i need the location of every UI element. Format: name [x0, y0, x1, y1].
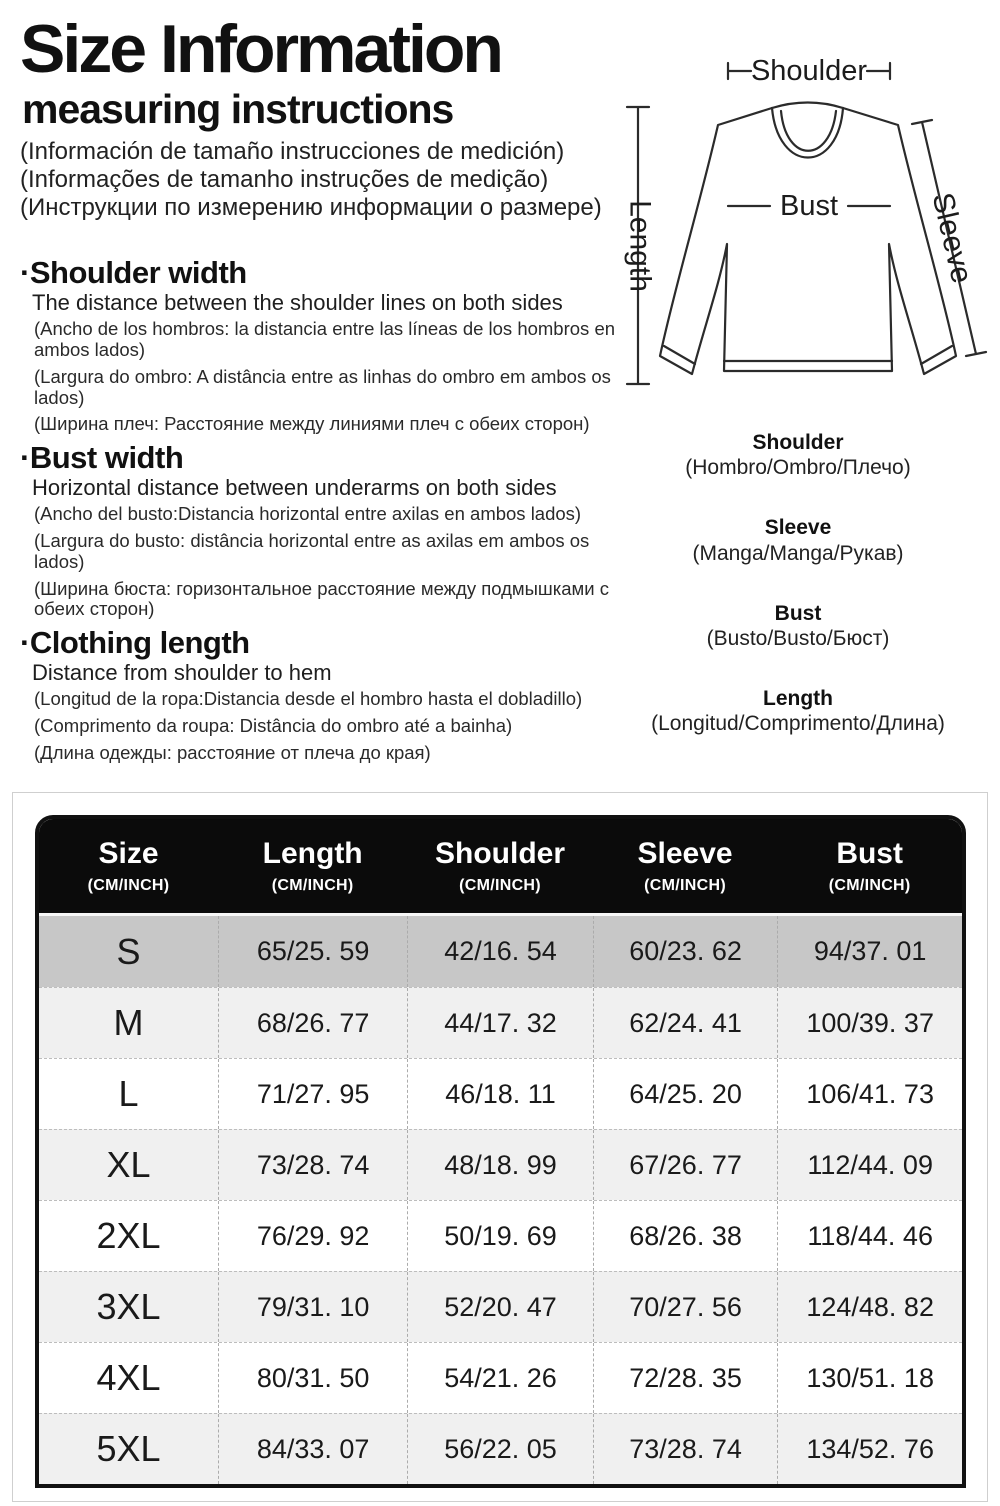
legend-item-length [604, 686, 992, 736]
note-ru: (Ширина плеч: Расстояние между линиями плеч с обеих сторон) [34, 413, 590, 435]
cell-size: 4XL [96, 1357, 161, 1398]
bullet-dot: · [20, 439, 30, 475]
section-bust-width-title [20, 441, 620, 475]
header-label: Shoulder [435, 837, 566, 870]
note-es: (Longitud de la ropa:Distancia desde el hombro hasta el dobladillo) [34, 688, 583, 710]
page-subtitle: measuring instructions [22, 85, 454, 132]
section-clothing-length-desc: Distance from shoulder to hem [32, 660, 332, 686]
cell-shoulder: 48/18. 99 [407, 1130, 593, 1200]
section-title-text: Shoulder width [29, 255, 247, 290]
cell-shoulder: 42/16. 54 [407, 916, 593, 987]
legend-item-sleeve [604, 515, 992, 565]
legend-item-shoulder [604, 430, 992, 480]
cell-length: 79/31. 10 [218, 1272, 407, 1342]
tshirt-diagram-svg [600, 28, 992, 432]
section-bust-width-desc: Horizontal distance between underarms on both sides [32, 475, 557, 501]
cell-size: XL [106, 1144, 151, 1185]
header-label: Length [262, 837, 363, 870]
section-bust-width-notes [34, 504, 620, 620]
note-pt: (Largura do busto: distância horizontal entre as axilas em ambos os lados) [34, 530, 590, 572]
shoulder-measure-line [728, 55, 890, 87]
page-title: Size Information [20, 11, 501, 87]
measurement-legend [604, 430, 992, 772]
cell-length: 76/29. 92 [218, 1201, 407, 1271]
section-bust-width [20, 441, 620, 620]
legend-translation: (Busto/Busto/Бюст) [706, 626, 890, 650]
cell-bust: 106/41. 73 [777, 1059, 962, 1129]
cell-sleeve: 62/24. 41 [593, 988, 778, 1058]
header-label: Sleeve [637, 837, 733, 870]
size-table [35, 815, 966, 1488]
cell-size: 5XL [96, 1428, 161, 1469]
note-es: (Ancho del busto:Distancia horizontal entre axilas en ambos lados) [34, 503, 582, 525]
size-table-row-l [39, 1058, 962, 1129]
cell-size: L [118, 1073, 139, 1114]
shoulder-measure-label: Shoulder [750, 55, 868, 87]
cell-sleeve: 68/26. 38 [593, 1201, 778, 1271]
section-title-text: Clothing length [29, 624, 250, 660]
section-shoulder-width-notes [34, 319, 620, 435]
cell-bust: 124/48. 82 [777, 1272, 962, 1342]
legend-item-bust [604, 601, 992, 651]
header-col-bust [777, 837, 962, 895]
cell-bust: 94/37. 01 [777, 916, 962, 987]
cell-size: M [113, 1002, 144, 1043]
size-table-row-5xl [39, 1413, 962, 1484]
legend-translation: (Manga/Manga/Рукав) [692, 541, 904, 565]
cell-bust: 134/52. 76 [777, 1414, 962, 1484]
cell-sleeve: 64/25. 20 [593, 1059, 778, 1129]
cell-length: 68/26. 77 [218, 988, 407, 1058]
tshirt-measurement-diagram [600, 28, 992, 432]
bust-measure-label: Bust [779, 190, 839, 222]
intro-block [20, 11, 620, 222]
bust-measure-line [728, 190, 890, 222]
section-shoulder-width [20, 256, 620, 435]
cell-length: 71/27. 95 [218, 1059, 407, 1129]
legend-term: Shoulder [752, 431, 844, 454]
cell-length: 65/25. 59 [218, 916, 407, 987]
legend-term: Sleeve [764, 516, 832, 540]
size-table-row-3xl [39, 1271, 962, 1342]
cell-shoulder: 52/20. 47 [407, 1272, 593, 1342]
header-unit-label: (CM/INCH) [271, 877, 354, 894]
size-table-row-xl [39, 1129, 962, 1200]
sleeve-measure-label: Sleeve [925, 189, 979, 287]
section-title-text: Bust width [29, 439, 184, 475]
cell-bust: 130/51. 18 [777, 1343, 962, 1413]
size-table-row-s [39, 916, 962, 987]
note-ru: (Длина одежды: расстояние от плеча до края) [34, 741, 431, 763]
legend-term: Bust [774, 601, 822, 625]
cell-sleeve: 70/27. 56 [593, 1272, 778, 1342]
header-unit-label: (CM/INCH) [459, 877, 541, 894]
cell-sleeve: 67/26. 77 [593, 1130, 778, 1200]
subtitle-translation-pt: (Informações de tamanho instruções de medição) [20, 165, 549, 193]
header-unit-label: (CM/INCH) [87, 877, 170, 894]
cell-sleeve: 60/23. 62 [593, 916, 778, 987]
size-table-row-2xl [39, 1200, 962, 1271]
section-clothing-length-notes [34, 689, 620, 763]
cell-sleeve: 72/28. 35 [593, 1343, 778, 1413]
measuring-sections [20, 256, 620, 770]
header-unit-label: (CM/INCH) [828, 877, 911, 894]
cell-length: 80/31. 50 [218, 1343, 407, 1413]
bullet-dot: · [20, 624, 30, 660]
cell-sleeve: 73/28. 74 [593, 1414, 778, 1484]
subtitle-translation-es: (Información de tamaño instrucciones de medición) [20, 137, 565, 165]
size-table-header [39, 819, 962, 916]
header-unit-label: (CM/INCH) [644, 877, 726, 894]
cell-shoulder: 54/21. 26 [407, 1343, 593, 1413]
header-label: Bust [836, 837, 903, 870]
length-measure-line [624, 107, 657, 384]
size-table-row-m [39, 987, 962, 1058]
cell-length: 84/33. 07 [218, 1414, 407, 1484]
header-col-length [218, 837, 407, 895]
legend-translation: (Longitud/Comprimento/Длина) [651, 712, 945, 736]
subtitle-translation-ru: (Инструкции по измерению информации о размере) [20, 193, 602, 221]
header-col-sleeve [593, 837, 778, 895]
note-pt: (Comprimento da roupa: Distância do ombro até a bainha) [34, 715, 513, 737]
cell-size: S [116, 930, 141, 972]
cell-shoulder: 50/19. 69 [407, 1201, 593, 1271]
legend-translation: (Hombro/Ombro/Плечо) [685, 456, 911, 480]
tshirt-outline [660, 103, 956, 375]
cell-bust: 112/44. 09 [777, 1130, 962, 1200]
subtitle-translations [20, 138, 620, 222]
sleeve-measure-line [912, 120, 986, 356]
cell-shoulder: 44/17. 32 [407, 988, 593, 1058]
section-clothing-length-title [20, 626, 620, 660]
cell-bust: 118/44. 46 [777, 1201, 962, 1271]
cell-size: 2XL [96, 1215, 161, 1256]
header-label: Size [98, 837, 159, 870]
cell-shoulder: 56/22. 05 [407, 1414, 593, 1484]
note-pt: (Largura do ombro: A distância entre as linhas do ombro em ambos os lados) [34, 365, 611, 408]
cell-bust: 100/39. 37 [777, 988, 962, 1058]
note-es: (Ancho de los hombros: la distancia entre las líneas de los hombros en ambos lados) [34, 318, 616, 361]
header-col-shoulder [407, 837, 593, 895]
note-ru: (Ширина бюста: горизонтальное расстояние между подмышками с обеих сторон) [34, 577, 609, 620]
length-measure-label: Length [623, 200, 657, 292]
section-shoulder-width-desc: The distance between the shoulder lines on both sides [32, 290, 563, 316]
cell-shoulder: 46/18. 11 [407, 1059, 593, 1129]
size-table-row-4xl [39, 1342, 962, 1413]
cell-size: 3XL [96, 1286, 161, 1327]
section-shoulder-width-title [20, 256, 620, 290]
legend-term: Length [763, 687, 833, 711]
header-col-size [39, 837, 218, 895]
section-clothing-length [20, 626, 620, 764]
cell-length: 73/28. 74 [218, 1130, 407, 1200]
bullet-dot: · [20, 255, 30, 290]
size-table-section [12, 792, 988, 1502]
